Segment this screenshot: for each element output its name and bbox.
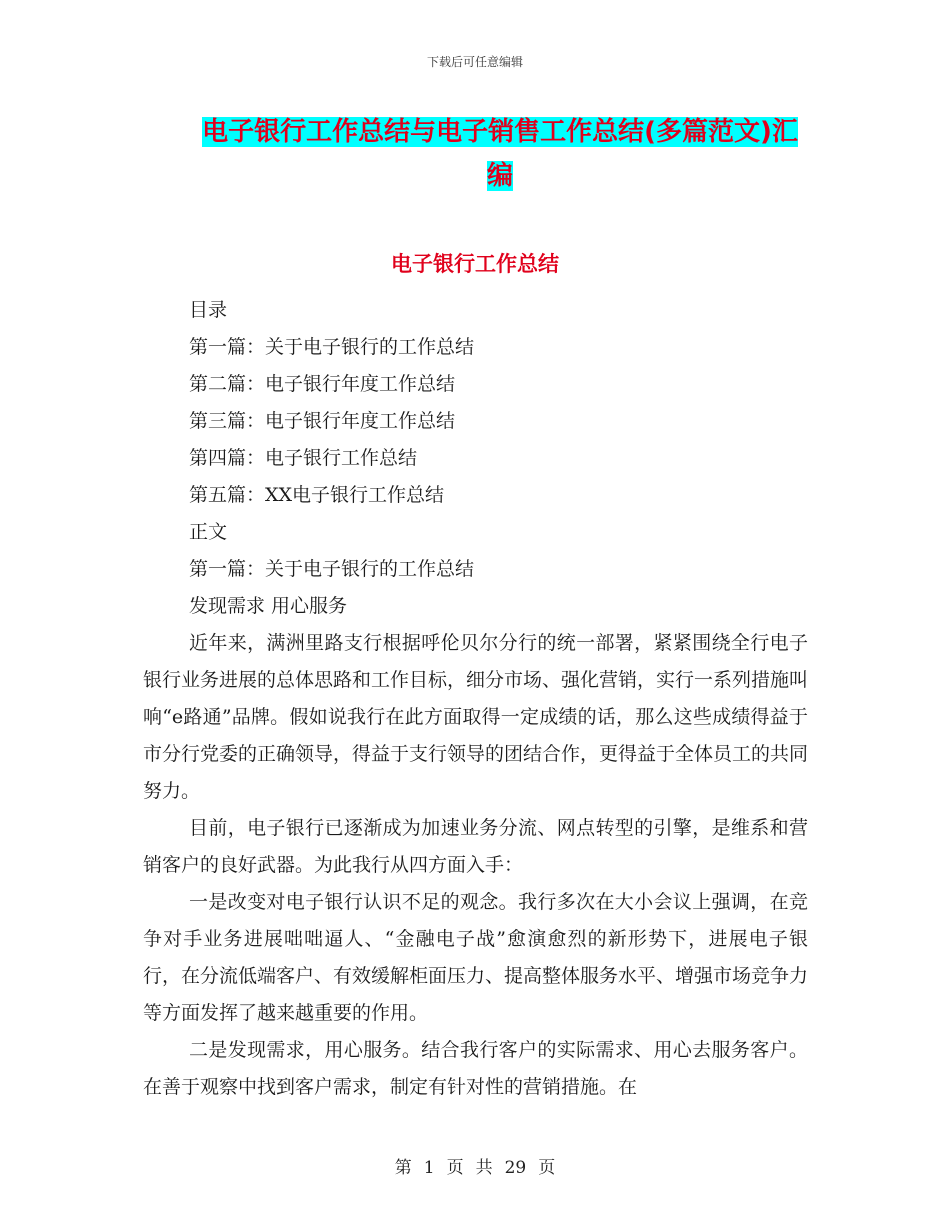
chapter-heading: 第一篇：关于电子银行的工作总结 — [189, 558, 475, 580]
paragraph: 近年来，满洲里路支行根据呼伦贝尔分行的统一部署，紧紧围绕全行电子银行业务进展的总体思路和工作目标，细分市场、强化营销，实行一系列措施叫响“e路通”品牌。假如说我行在此方面取得一定成绩的话，那么这些成绩得益于市分行党委的正确领导，得益于支行领导的团结合作，更得益于全体员工的共同努力。 — [143, 632, 809, 802]
page-footer — [0, 1153, 950, 1178]
document-title — [190, 110, 810, 198]
document-title-text: 电子银行工作总结与电子销售工作总结(多篇范文)汇编 — [202, 117, 798, 191]
toc-item: 第四篇：电子银行工作总结 — [189, 447, 418, 469]
toc-item: 第二篇：电子银行年度工作总结 — [189, 373, 456, 395]
paragraph: 二是发现需求，用心服务。结合我行客户的实际需求、用心去服务客户。在善于观察中找到客户需求，制定有针对性的营销措施。在 — [143, 1039, 808, 1098]
page-header-note: 下载后可任意编辑 — [426, 55, 523, 69]
body-heading: 正文 — [189, 521, 228, 543]
document-body — [143, 292, 808, 1106]
footer-page-label: 页 — [538, 1158, 556, 1178]
toc-item: 第一篇：关于电子银行的工作总结 — [189, 336, 475, 358]
subheading: 发现需求 用心服务 — [189, 595, 348, 617]
footer-page-number: 1 — [423, 1158, 435, 1178]
footer-page-label: 第 — [394, 1158, 412, 1178]
paragraph: 一是改变对电子银行认识不足的观念。我行多次在大小会议上强调，在竞争对手业务进展咄咄逼人、“金融电子战”愈演愈烈的新形势下，进展电子银行，在分流低端客户、有效缓解柜面压力、提高整体服务水平、增强市场竞争力等方面发挥了越来越重要的作用。 — [143, 891, 809, 1024]
paragraph: 目前，电子银行已逐渐成为加速业务分流、网点转型的引擎，是维系和营销客户的良好武器。为此我行从四方面入手： — [143, 817, 808, 876]
footer-total-pages: 29 — [504, 1158, 527, 1178]
section-title: 电子银行工作总结 — [391, 252, 559, 276]
toc-item: 第三篇：电子银行年度工作总结 — [189, 410, 456, 432]
toc-item: 第五篇：XX电子银行工作总结 — [189, 484, 445, 506]
footer-total-label: 共 — [475, 1158, 493, 1178]
toc-heading: 目录 — [189, 299, 228, 321]
footer-page-label: 页 — [446, 1158, 464, 1178]
